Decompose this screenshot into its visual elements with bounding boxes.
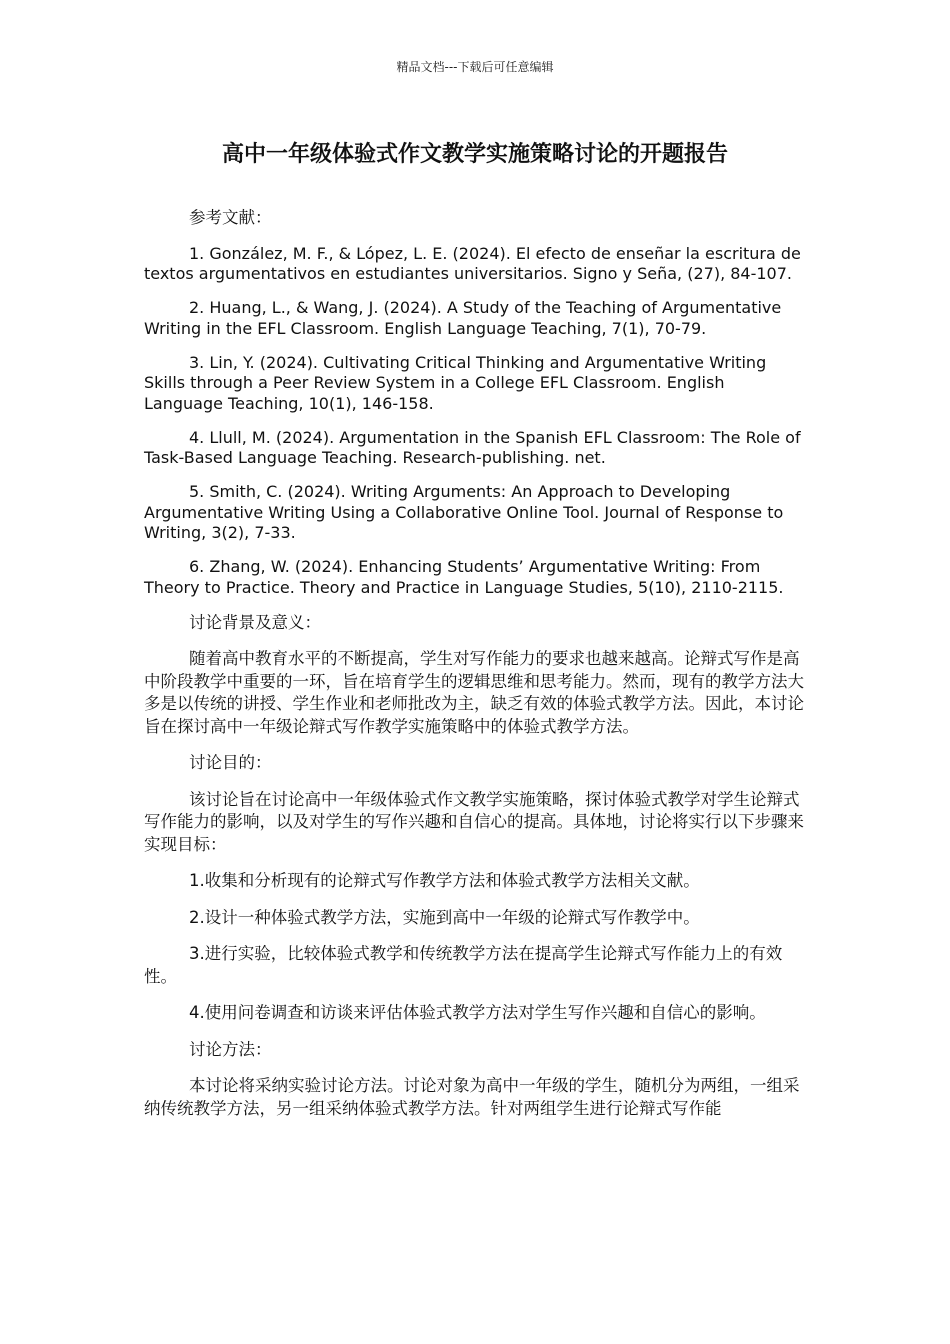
step-item: 3.进行实验，比较体验式教学和传统教学方法在提高学生论辩式写作能力上的有效性。 — [144, 944, 783, 986]
step-item: 1.收集和分析现有的论辩式写作教学方法和体验式教学方法相关文献。 — [189, 871, 700, 890]
reference-item: 3. Lin, Y. (2024). Cultivating Critical Thinking and Argumentative Writing Skills through a Peer Review System in a College EFL Classroom. English Language Teaching, 10(1), 146-158. — [144, 352, 767, 413]
reference-item: 1. González, M. F., & López, L. E. (2024). El efecto de enseñar la escritura de textos argumentativos en estudiantes universitarios. Signo y Seña, (27), 84-107. — [144, 243, 801, 283]
background-heading: 讨论背景及意义： — [189, 612, 321, 632]
method-paragraph: 本讨论将采纳实验讨论方法。讨论对象为高中一年级的学生，随机分为两组，一组采纳传统教学方法，另一组采纳体验式教学方法。针对两组学生进行论辩式写作能 — [144, 1076, 800, 1118]
reference-item: 4. Llull, M. (2024). Argumentation in the Spanish EFL Classroom: The Role of Task-Based Language Teaching. Research-publishing. net. — [144, 427, 801, 467]
method-heading: 讨论方法： — [189, 1039, 272, 1059]
header-note: 精品文档---下载后可任意编辑 — [396, 60, 554, 74]
step-item: 2.设计一种体验式教学方法，实施到高中一年级的论辩式写作教学中。 — [189, 907, 700, 927]
purpose-paragraph: 该讨论旨在讨论高中一年级体验式作文教学实施策略，探讨体验式教学对学生论辩式写作能力的影响，以及对学生的写作兴趣和自信心的提高。具体地，讨论将实行以下步骤来实现目标： — [144, 789, 804, 854]
document-title: 高中一年级体验式作文教学实施策略讨论的开题报告 — [221, 142, 728, 167]
background-paragraph: 随着高中教育水平的不断提高，学生对写作能力的要求也越来越高。论辩式写作是高中阶段教学中重要的一环，旨在培育学生的逻辑思维和思考能力。然而，现有的教学方法大多是以传统的讲授、学生作业和老师批改为主，缺乏有效的体验式教学方法。因此，本讨论旨在探讨高中一年级论辩式写作教学实施策略中的体验式教学方法。 — [144, 649, 804, 736]
reference-item: 6. Zhang, W. (2024). Enhancing Students’ Argumentative Writing: From Theory to Practice. Theory and Practice in Language Studies, 5(10), 2110-2115. — [144, 557, 784, 597]
reference-item: 5. Smith, C. (2024). Writing Arguments: An Approach to Developing Argumentative Writing Using a Collaborative Online Tool. Journal of Response to Writing, 3(2), 7-33. — [144, 482, 784, 542]
purpose-heading: 讨论目的： — [189, 753, 272, 772]
document-body — [144, 207, 806, 1134]
step-item: 4.使用问卷调查和访谈来评估体验式教学方法对学生写作兴趣和自信心的影响。 — [189, 1003, 766, 1022]
references-heading: 参考文献： — [189, 208, 272, 227]
reference-item: 2. Huang, L., & Wang, J. (2024). A Study of the Teaching of Argumentative Writing in the EFL Classroom. English Language Teaching, 7(1), 70-79. — [144, 298, 782, 338]
